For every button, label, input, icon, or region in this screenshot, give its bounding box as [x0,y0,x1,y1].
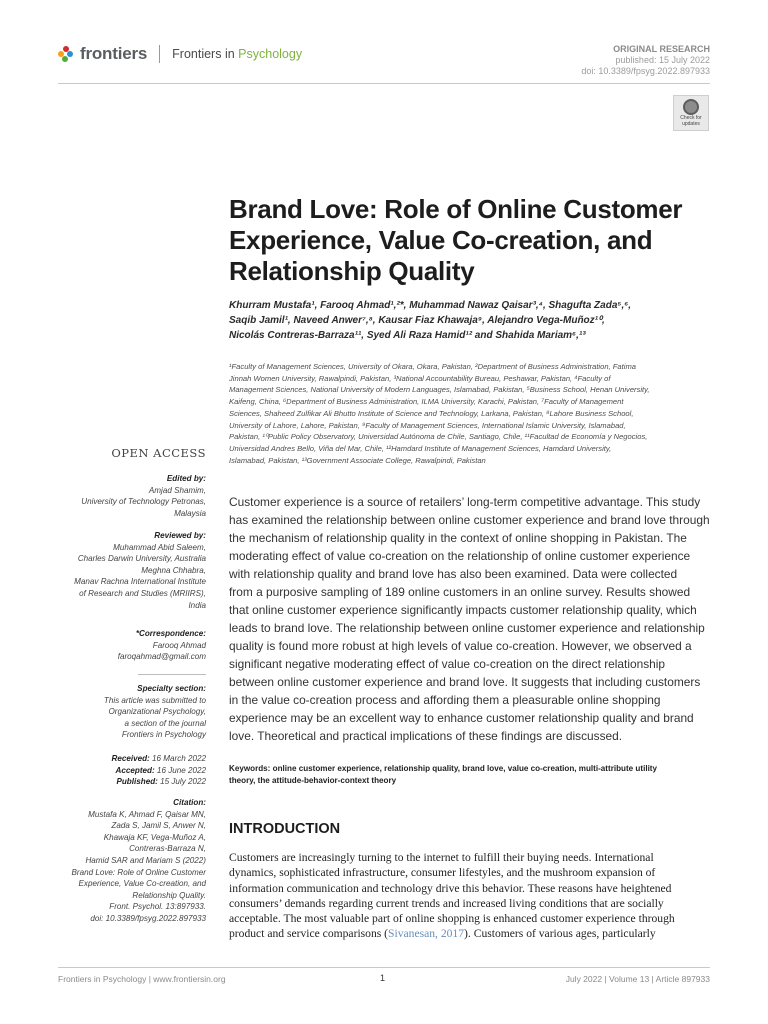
citation-line: Experience, Value Co-creation, and [78,879,206,889]
citation-line: Zada S, Jamil S, Anwer N, [111,821,206,831]
abstract-line: experience may be an excellent way to enhance customer relationship quality and brand [229,711,694,725]
citation-line: Contreras-Barraza N, [129,844,206,854]
author-list [229,298,709,343]
reviewer-affiliation: of Research and Studies (MRIIRS), [79,588,206,598]
abstract-line: with relationship quality and brand love has also been examined. Data were collected [229,567,678,581]
affiliation-line: ¹Faculty of Management Sciences, University of Okara, Okara, Pakistan, ²Department of Business Administration, Fatima [229,362,636,371]
footer-journal-link[interactable]: Frontiers in Psychology | www.frontiersin.org [58,974,226,984]
affiliation-line: Kaifeng, China, ⁶Department of Business Administration, ILMA University, Karachi, Pakistan, ⁷Faculty of Management [229,397,624,407]
abstract-line: from a purposive sampling of 189 online customers in an online survey. Results showed [229,585,691,599]
introduction-text [229,850,711,942]
reviewer-name[interactable]: Muhammad Abid Saleem, [113,542,206,552]
doi[interactable]: doi: 10.3389/fpsyg.2022.897933 [581,66,710,76]
affiliation-line: Islamabad, Pakistan, ¹³Government Associate College, Rawalpindi, Pakistan [229,455,486,465]
affiliation-line: Management Sciences, National University of Modern Languages, Islamabad, Pakistan, ⁵Business School, Henan University, [229,385,650,395]
citation-line: Mustafa K, Ahmad F, Qaisar MN, [88,809,206,819]
abstract-line: quality is found more robust at high levels of value co-creation. However, we observed a [229,639,692,653]
intro-line: product and service comparisons (Sivanesan, 2017). Customers of various ages, particularly [229,927,656,941]
journal-prefix: Frontiers in [172,47,239,61]
keywords-line: theory, the attitude-behavior-context theory [229,776,397,785]
article-title: Brand Love: Role of Online Customer Experience, Value Co-creation, and Relationship Quality [229,194,683,286]
article-meta [581,44,710,77]
intro-line: information communication and technology drive this behavior. These reasons have heightened [229,881,672,895]
specialty-line: Organizational Psychology, [108,707,206,717]
affiliation-line: Jinnah Women University, Rawalpindi, Pakistan, ³National Accountability Bureau, Peshawar, Pakistan, ⁴Faculty of [229,373,611,383]
article-type: ORIGINAL RESEARCH [613,44,710,54]
citation-line: Khawaja KF, Vega-Muñoz A, [103,832,206,842]
abstract-line: the mechanism of relationship quality in the context of online shopping in Pakistan. The [229,531,687,545]
affiliation-line: Pakistan, ¹⁰Public Policy Observatory, Universidad Autónoma de Chile, Santiago, Chile, ¹¹Facultad de Economía y Negocios, [229,432,648,442]
reviewer-affiliation: Charles Darwin University, Australia [77,554,206,564]
corresponding-author[interactable]: Farooq Ahmad [152,640,206,650]
reviewed-by-label: Reviewed by: [154,531,206,540]
intro-line: Customers are increasingly turning to the internet to fulfill their buying needs. International [229,851,654,864]
citation-label: Citation: [173,798,206,807]
check-updates-icon [683,99,699,115]
abstract-line: significant negative moderating effect of value co-creation on the direct relationship [229,657,666,671]
author-line[interactable]: Khurram Mustafa¹, Farooq Ahmad¹,²*, Muhammad Nawaz Qaisar³,⁴, Shagufta Zada⁵,⁶, [229,300,632,311]
journal-brand[interactable] [58,44,302,64]
abstract-line: moderating effect of value co-creation on the relationship of online customer experience [229,549,691,563]
intro-line: dynamics, sophisticated infrastructure, consumer lifestyles, and the mushroom expansion of [229,866,656,880]
citation-link[interactable]: Sivanesan, 2017 [388,927,465,941]
specialty-section [58,683,206,741]
check-updates-label: Check for updates [680,115,702,127]
citation-line: Hamid SAR and Mariam S (2022) [85,855,206,865]
sidebar-divider [138,674,206,675]
published-date: published: 15 July 2022 [615,55,710,65]
abstract-line: has examined the relationship between online customer experience and brand love through [229,513,710,527]
abstract-line: between online customer experience and brand love. It suggests that including customers [229,675,701,689]
footer-divider [58,967,710,968]
specialty-line: This article was submitted to [103,695,206,705]
editor-name[interactable]: Amjad Shamim, [148,485,206,495]
reviewer-affiliation: Manav Rachna International Institute [74,577,206,587]
abstract-line: leads to brand love. The relationship between online customer experience and relationship [229,621,705,635]
correspondence-section [58,628,206,663]
reviewer-name[interactable]: Meghna Chhabra, [141,565,206,575]
intro-line: acceptable. The most valuable part of online shopping is enhanced customer experience through [229,912,675,926]
corresponding-email[interactable]: faroqahmad@gmail.com [117,652,206,662]
open-access-label: OPEN ACCESS [111,446,206,460]
keywords-line: Keywords: online customer experience, relationship quality, brand love, value co-creation, multi-attribute utility [229,764,658,773]
brand-divider [159,45,160,63]
affiliations [229,361,713,466]
specialty-line: Frontiers in Psychology [121,730,206,740]
correspondence-label: *Correspondence: [135,629,206,638]
edited-by-section [58,473,206,519]
journal-suffix: Psychology [238,47,303,61]
accepted-date: Accepted: 16 June 2022 [115,765,206,775]
editor-country: Malaysia [174,508,206,518]
citation-line: Relationship Quality. [132,890,206,900]
citation-section [58,797,206,925]
intro-line: consumers’ demands regarding current trends and increased living conditions that are socially [229,896,664,910]
abstract-line: Customer experience is a source of retailers’ long-term competitive advantage. This study [229,495,701,509]
affiliation-line: Sciences, Shaheed Zulfikar Ali Bhutto Institute of Science and Technology, Larkana, Pakistan, ⁸Lahore Business School, [229,408,634,418]
header-divider [58,83,710,84]
abstract-line: in the value co-creation process and affording them a pleasurable online shopping [229,693,661,707]
citation-line: Brand Love: Role of Online Customer [71,867,206,877]
received-date: Received: 16 March 2022 [111,754,206,763]
reviewed-by-section [58,530,206,611]
section-heading-introduction: INTRODUCTION [229,821,341,837]
page-number: 1 [380,973,386,983]
author-line[interactable]: Nicolás Contreras-Barraza¹¹, Syed Ali Raza Hamid¹² and Shahida Mariam⁶,¹³ [229,330,586,341]
specialty-line: a section of the journal [124,718,206,728]
abstract-line: love. Theoretical and practical implications of these findings are discussed. [229,729,623,743]
author-line[interactable]: Saqib Jamil¹, Naveed Anwer⁷,⁸, Kausar Fiaz Khawaja⁹, Alejandro Vega-Muñoz¹⁰, [229,315,605,326]
affiliation-line: Universidad Andres Bello, Viña del Mar, Chile, ¹²Hamdard Institute of Management Sciences, Hamdard University, [229,443,612,453]
published-date-sidebar: Published: 15 July 2022 [116,777,206,787]
citation-line: Front. Psychol. 13:897933. [109,902,206,912]
keywords [229,763,711,787]
abstract-line: that online customer experience significantly impacts customer relationship quality, which [229,603,697,617]
editor-affiliation: University of Technology Petronas, [81,497,206,507]
journal-name [172,47,302,61]
abstract [229,493,711,745]
footer-issue-info: July 2022 | Volume 13 | Article 897933 [565,974,710,984]
citation-doi[interactable]: doi: 10.3389/fpsyg.2022.897933 [90,913,206,923]
dates-section [58,753,206,788]
reviewer-country: India [188,600,206,610]
edited-by-label: Edited by: [166,474,206,483]
affiliation-line: University of Lahore, Lahore, Pakistan, ⁹Faculty of Management Sciences, International Islamic University, Islamabad, [229,420,626,430]
brand-name: frontiers [80,44,148,63]
specialty-label: Specialty section: [137,684,206,693]
frontiers-logo-icon [58,46,74,62]
check-for-updates-badge[interactable] [673,95,709,131]
